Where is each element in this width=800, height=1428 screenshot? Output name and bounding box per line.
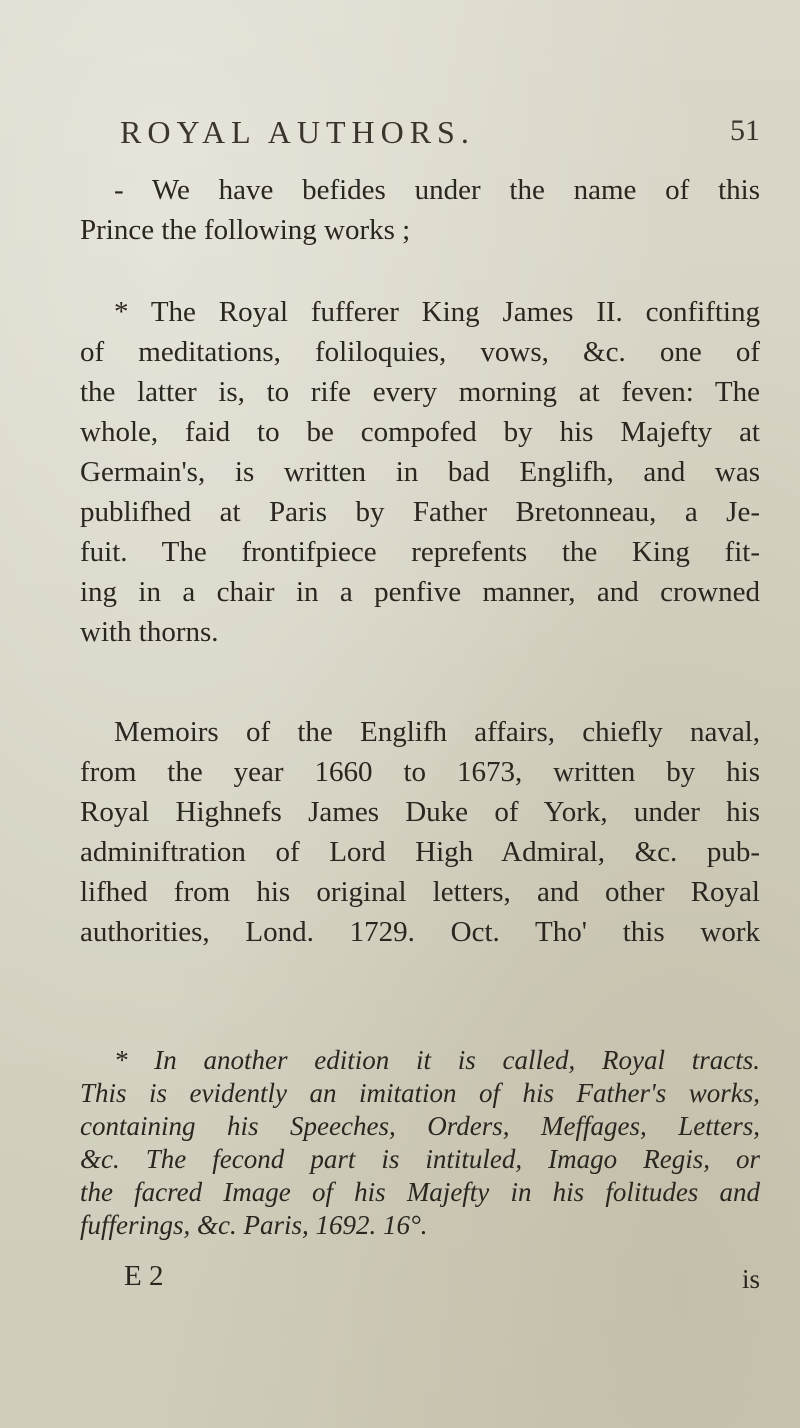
footnote-line: the facred Image of his Majefty in his folitudes and bbox=[80, 1177, 760, 1207]
text-line: Prince the following works ; bbox=[80, 214, 411, 246]
catchword: is bbox=[741, 1264, 760, 1294]
text-line: the latter is, to rife every morning at feven: The bbox=[80, 376, 760, 408]
text-line: whole, faid to be compofed by his Majefty at bbox=[80, 416, 760, 448]
page-number: 51 bbox=[730, 114, 760, 147]
page-footer bbox=[80, 1260, 760, 1300]
footnote-line: fufferings, &c. Paris, 1692. 16°. bbox=[80, 1210, 428, 1240]
entry-memoirs bbox=[80, 712, 760, 952]
entry-royal-sufferer bbox=[80, 292, 760, 652]
text-line: Royal Highnefs James Duke of York, under his bbox=[80, 796, 760, 828]
text-line: - We have befides under the name of this bbox=[114, 174, 760, 206]
text-line: Germain's, is written in bad Englifh, and was bbox=[80, 456, 760, 488]
intro-paragraph bbox=[80, 170, 760, 250]
footnote-line: * In another edition it is called, Royal tracts. bbox=[114, 1045, 760, 1075]
text-line: lifhed from his original letters, and other Royal bbox=[80, 876, 760, 908]
running-head: ROYAL AUTHORS. bbox=[120, 114, 475, 150]
text-line: publifhed at Paris by Father Bretonneau, a Je- bbox=[80, 496, 760, 528]
text-line: from the year 1660 to 1673, written by his bbox=[80, 756, 760, 788]
text-line: fuit. The frontifpiece reprefents the King fit- bbox=[80, 536, 760, 568]
signature-mark: E 2 bbox=[124, 1260, 164, 1292]
text-line: of meditations, foliloquies, vows, &c. one of bbox=[80, 336, 760, 368]
text-line: * The Royal fufferer King James II. confifting bbox=[114, 296, 760, 328]
footnote bbox=[80, 1044, 760, 1242]
footnote-line: This is evidently an imitation of his Father's works, bbox=[80, 1078, 760, 1108]
footnote-line: containing his Speeches, Orders, Meffages, Letters, bbox=[80, 1111, 760, 1141]
text-line: adminiftration of Lord High Admiral, &c. pub- bbox=[80, 836, 760, 868]
text-line: with thorns. bbox=[80, 616, 219, 648]
text-line: Memoirs of the Englifh affairs, chiefly naval, bbox=[114, 716, 760, 748]
text-line: authorities, Lond. 1729. Oct. Tho' this work bbox=[80, 916, 760, 948]
page-header bbox=[120, 114, 760, 158]
text-line: ing in a chair in a penfive manner, and crowned bbox=[80, 576, 760, 608]
footnote-line: &c. The fecond part is intituled, Imago Regis, or bbox=[80, 1144, 760, 1174]
